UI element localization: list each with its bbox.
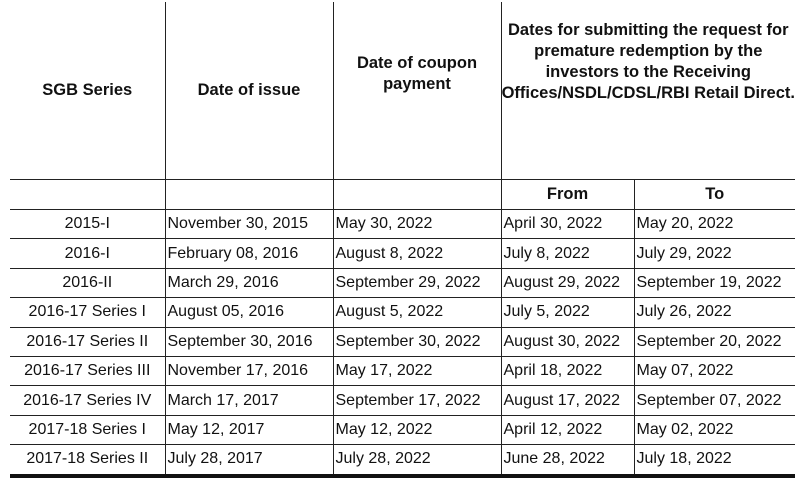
table-row — [10, 415, 795, 444]
header-row — [10, 2, 795, 180]
cell-series: 2016-17 Series I — [10, 298, 165, 327]
cell-series: 2017-18 Series II — [10, 445, 165, 476]
table-row — [10, 298, 795, 327]
header-to: To — [634, 180, 795, 210]
sgb-redemption-table — [10, 2, 795, 478]
cell-coupon-date: August 5, 2022 — [333, 298, 501, 327]
cell-to-date: July 18, 2022 — [634, 445, 795, 476]
cell-series: 2016-17 Series IV — [10, 386, 165, 415]
table-row — [10, 210, 795, 239]
cell-to-date: May 02, 2022 — [634, 415, 795, 444]
table-row — [10, 268, 795, 297]
subheader-empty-coupon — [333, 180, 501, 210]
cell-from-date: July 8, 2022 — [501, 239, 634, 268]
cell-from-date: July 5, 2022 — [501, 298, 634, 327]
cell-to-date: July 29, 2022 — [634, 239, 795, 268]
cell-series: 2016-17 Series III — [10, 356, 165, 385]
table-row — [10, 386, 795, 415]
cell-series: 2015-I — [10, 210, 165, 239]
sgb-redemption-table-container — [10, 2, 795, 478]
cell-series: 2016-17 Series II — [10, 327, 165, 356]
header-sgb-series: SGB Series — [10, 2, 165, 180]
cell-from-date: April 18, 2022 — [501, 356, 634, 385]
cell-issue-date: November 17, 2016 — [165, 356, 333, 385]
cell-from-date: August 17, 2022 — [501, 386, 634, 415]
cell-issue-date: March 17, 2017 — [165, 386, 333, 415]
header-date-of-coupon-payment: Date of coupon payment — [333, 2, 501, 180]
cell-from-date: April 30, 2022 — [501, 210, 634, 239]
cell-series: 2017-18 Series I — [10, 415, 165, 444]
table-row — [10, 445, 795, 476]
cell-from-date: April 12, 2022 — [501, 415, 634, 444]
cell-from-date: August 30, 2022 — [501, 327, 634, 356]
cell-series: 2016-II — [10, 268, 165, 297]
cell-from-date: August 29, 2022 — [501, 268, 634, 297]
header-from: From — [501, 180, 634, 210]
cell-coupon-date: May 30, 2022 — [333, 210, 501, 239]
table-row — [10, 327, 795, 356]
cell-to-date: July 26, 2022 — [634, 298, 795, 327]
cell-issue-date: July 28, 2017 — [165, 445, 333, 476]
cell-to-date: September 07, 2022 — [634, 386, 795, 415]
table-row — [10, 239, 795, 268]
cell-issue-date: March 29, 2016 — [165, 268, 333, 297]
cell-to-date: September 19, 2022 — [634, 268, 795, 297]
cell-coupon-date: May 12, 2022 — [333, 415, 501, 444]
cell-series: 2016-I — [10, 239, 165, 268]
cell-to-date: September 20, 2022 — [634, 327, 795, 356]
subheader-empty-series — [10, 180, 165, 210]
cell-to-date: May 07, 2022 — [634, 356, 795, 385]
header-date-of-issue: Date of issue — [165, 2, 333, 180]
cell-issue-date: September 30, 2016 — [165, 327, 333, 356]
cell-to-date: May 20, 2022 — [634, 210, 795, 239]
cell-coupon-date: July 28, 2022 — [333, 445, 501, 476]
subheader-empty-issue — [165, 180, 333, 210]
subheader-row — [10, 180, 795, 210]
cell-issue-date: August 05, 2016 — [165, 298, 333, 327]
cell-issue-date: February 08, 2016 — [165, 239, 333, 268]
cell-coupon-date: September 17, 2022 — [333, 386, 501, 415]
cell-coupon-date: May 17, 2022 — [333, 356, 501, 385]
header-redemption-window: Dates for submitting the request for premature redemption by the investors to the Receiving Offices/NSDL/CDSL/RBI Retail Direct. — [501, 2, 795, 180]
cell-issue-date: November 30, 2015 — [165, 210, 333, 239]
cell-from-date: June 28, 2022 — [501, 445, 634, 476]
cell-coupon-date: September 29, 2022 — [333, 268, 501, 297]
cell-coupon-date: September 30, 2022 — [333, 327, 501, 356]
table-row — [10, 356, 795, 385]
cell-issue-date: May 12, 2017 — [165, 415, 333, 444]
cell-coupon-date: August 8, 2022 — [333, 239, 501, 268]
